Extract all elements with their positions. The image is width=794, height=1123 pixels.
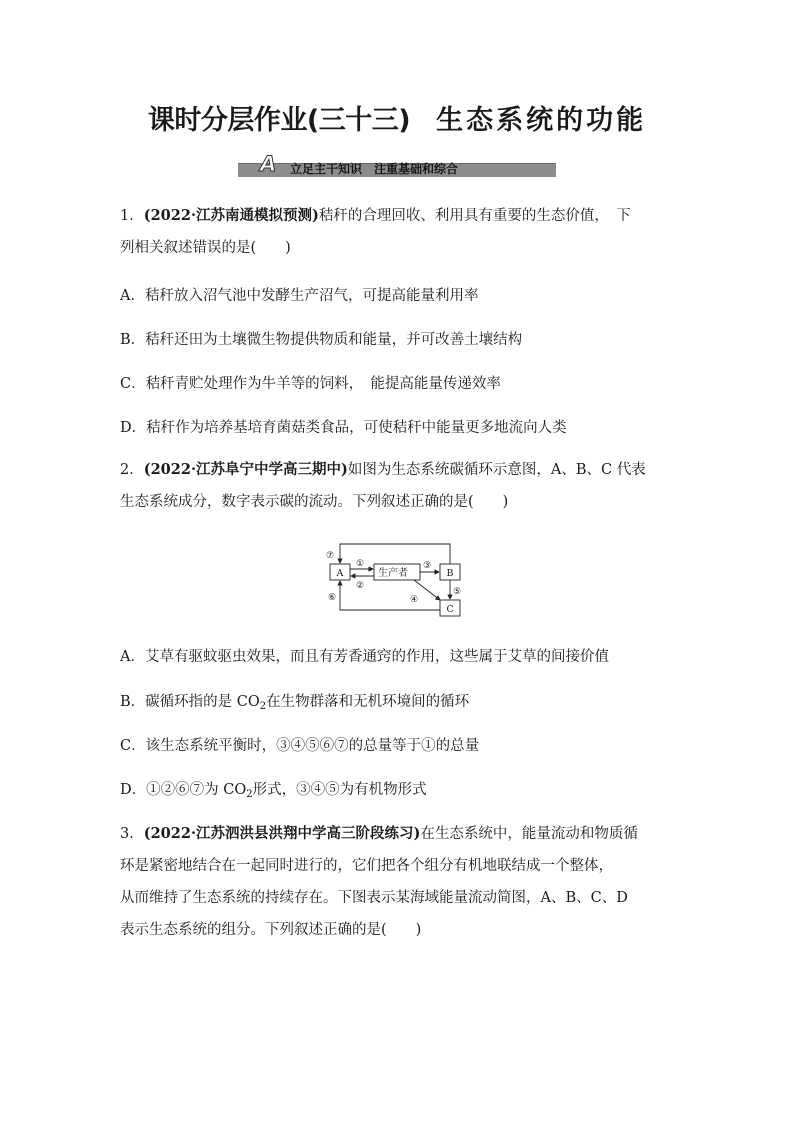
- question-2-option-c: C．该生态系统平衡时，③④⑤⑥⑦的总量等于①的总量: [120, 738, 480, 754]
- section-banner: [238, 154, 556, 176]
- title-main: 课时分层作业(三十三): [147, 105, 411, 136]
- label-b: B: [446, 568, 454, 579]
- question-3-line-4: 表示生态系统的组分。下列叙述正确的是( ): [120, 922, 422, 938]
- num-1: ①: [356, 559, 365, 569]
- option-d-post: 形式，③④⑤为有机物形式: [252, 782, 427, 798]
- option-d-pre: D．①②⑥⑦为 CO: [120, 782, 247, 798]
- question-1-option-c: C．秸秆青贮处理作为牛羊等的饲料， 能提高能量传递效率: [120, 376, 501, 392]
- question-2-stem: [120, 454, 680, 518]
- label-c: C: [446, 604, 454, 615]
- question-1-text: 秸秆的合理回收、利用具有重要的生态价值， 下: [318, 208, 631, 224]
- question-3-line-2: 环是紧密地结合在一起同时进行的，它们把各个组分有机地联结成一个整体，: [120, 858, 613, 874]
- num-2: ②: [356, 581, 365, 591]
- page-title: [0, 98, 794, 137]
- question-1-source: (2022·江苏南通模拟预测): [143, 207, 319, 224]
- question-2-option-a: A．艾草有驱蚊驱虫效果，而且有芳香通窍的作用，这些属于艾草的间接价值: [120, 649, 609, 665]
- question-3-number: 3．: [120, 826, 144, 842]
- question-1-option-d: D．秸秆作为培养基培育菌菇类食品，可使秸秆中能量更多地流向人类: [120, 420, 567, 436]
- question-3-stem: [120, 818, 680, 946]
- question-2-number: 2．: [120, 462, 144, 478]
- question-1-number: 1．: [120, 208, 144, 224]
- option-b-pre: B．碳循环指的是 CO: [120, 694, 260, 710]
- question-1-option-b: B．秸秆还田为土壤微生物提供物质和能量，并可改善土壤结构: [120, 332, 523, 348]
- question-1-line-1: [120, 200, 680, 232]
- question-2-text: 如图为生态系统碳循环示意图，A、B、C 代表: [347, 462, 646, 478]
- option-d-sub: 2: [246, 789, 253, 800]
- num-5: ⑤: [453, 587, 462, 597]
- question-2-option-d: [120, 778, 427, 800]
- question-1-stem: [120, 200, 680, 264]
- question-3-source: (2022·江苏泗洪县洪翔中学高三阶段练习): [143, 825, 421, 842]
- title-sub: 生态系统的功能: [436, 105, 647, 136]
- question-3-line-3: 从而维持了生态系统的持续存在。下图表示某海域能量流动简图，A、B、C、D: [120, 890, 628, 906]
- num-7: ⑦: [326, 551, 335, 561]
- question-3-text: 在生态系统中，能量流动和物质循: [420, 826, 638, 842]
- banner-text: 立足主干知识 注重基础和综合: [290, 162, 459, 176]
- banner-letter: A: [260, 152, 277, 176]
- carbon-cycle-diagram: [318, 536, 466, 620]
- question-2-option-b: [120, 690, 469, 712]
- label-a: A: [336, 568, 344, 579]
- question-2-line-2: 生态系统成分，数字表示碳的流动。下列叙述正确的是( ): [120, 494, 509, 510]
- arrow-6: [340, 581, 440, 610]
- num-3: ③: [423, 561, 432, 571]
- num-4: ④: [410, 595, 419, 605]
- question-1-line-2: 列相关叙述错误的是( ): [120, 240, 291, 256]
- num-6: ⑥: [328, 593, 337, 603]
- option-b-post: 在生物群落和无机环境间的循环: [266, 694, 470, 710]
- question-3-line-1: [120, 818, 680, 850]
- question-1-option-a: A．秸秆放入沼气池中发酵生产沼气，可提高能量利用率: [120, 288, 479, 304]
- option-b-sub: 2: [259, 701, 267, 712]
- question-2-source: (2022·江苏阜宁中学高三期中): [143, 461, 348, 478]
- question-2-line-1: [120, 454, 680, 486]
- label-producer: 生产者: [378, 568, 408, 579]
